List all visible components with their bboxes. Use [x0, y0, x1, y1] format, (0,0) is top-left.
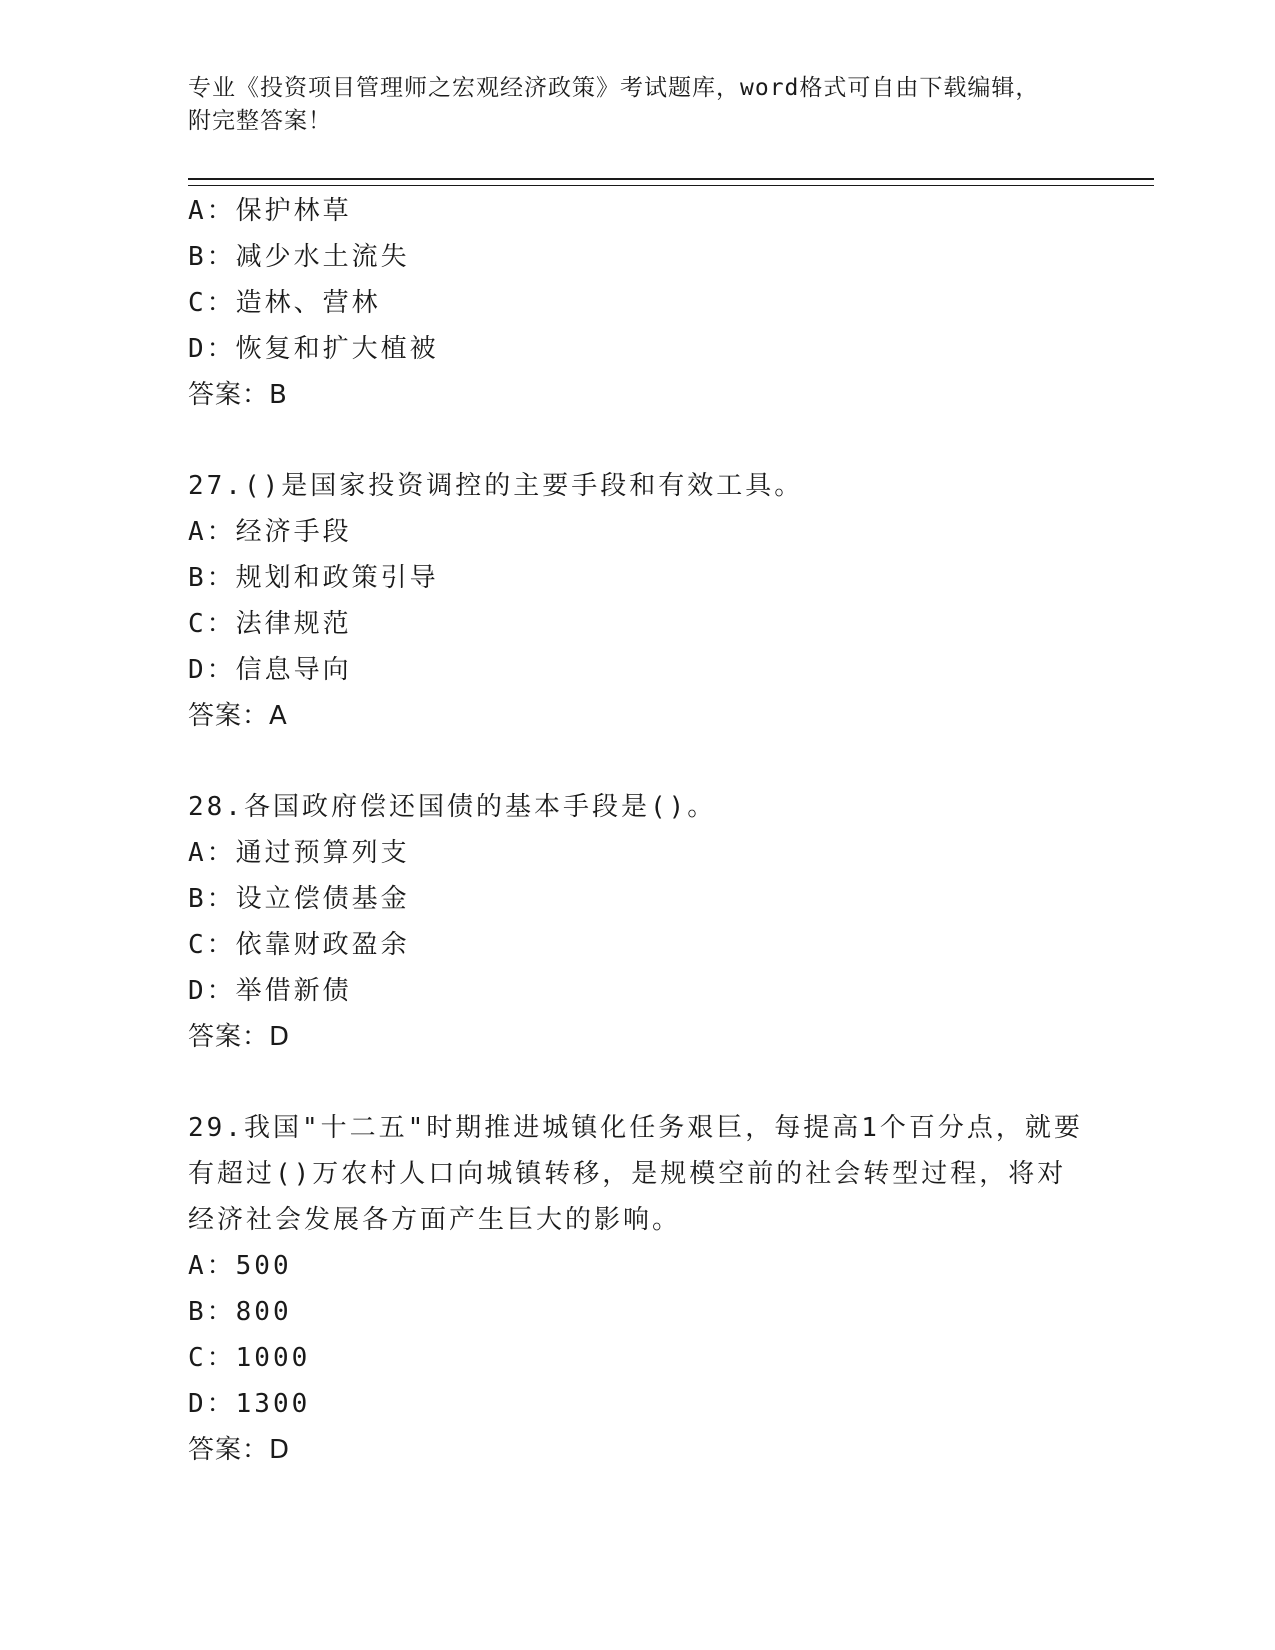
question-27	[188, 463, 1088, 739]
option-c: C：依靠财政盈余	[188, 930, 410, 960]
question-line: 经济社会发展各方面产生巨大的影响。	[188, 1205, 682, 1235]
question-line: 28.各国政府偿还国债的基本手段是()。	[188, 792, 717, 822]
header-line-2: 附完整答案！	[188, 108, 332, 134]
answer-line	[188, 693, 1088, 739]
question-text	[188, 463, 1088, 509]
answer-value: D	[269, 1435, 292, 1465]
option-b: B：规划和政策引导	[188, 563, 439, 593]
answer-label: 答案：	[188, 1435, 270, 1465]
option-b: B：800	[188, 1297, 292, 1327]
option-c: C：1000	[188, 1343, 311, 1373]
question-line: 27.()是国家投资调控的主要手段和有效工具。	[188, 471, 804, 501]
answer-label: 答案：	[188, 701, 270, 731]
answer-value: D	[269, 1022, 292, 1052]
question-29	[188, 1105, 1088, 1473]
question-list	[188, 188, 1088, 1473]
page-header	[188, 72, 1088, 138]
option-d: D：1300	[188, 1389, 311, 1419]
question-28	[188, 784, 1088, 1060]
answer-value: B	[269, 380, 289, 410]
question-26	[188, 188, 1088, 418]
question-text	[188, 784, 1088, 830]
option-a: A：通过预算列支	[188, 838, 410, 868]
option-d: D：信息导向	[188, 655, 352, 685]
option-a: A：经济手段	[188, 517, 352, 547]
option-d: D：恢复和扩大植被	[188, 334, 439, 364]
option-b: B：设立偿债基金	[188, 884, 410, 914]
question-line: 有超过()万农村人口向城镇转移，是规模空前的社会转型过程，将对	[188, 1159, 1067, 1189]
option-b: B：减少水土流失	[188, 242, 410, 272]
option-a: A：500	[188, 1251, 292, 1281]
answer-value: A	[269, 701, 289, 731]
question-line: 29.我国"十二五"时期推进城镇化任务艰巨，每提高1个百分点，就要	[188, 1113, 1083, 1143]
option-d: D：举借新债	[188, 976, 352, 1006]
answer-label: 答案：	[188, 380, 270, 410]
question-text	[188, 1105, 1088, 1243]
option-a: A：保护林草	[188, 196, 352, 226]
option-c: C：法律规范	[188, 609, 352, 639]
answer-label: 答案：	[188, 1022, 270, 1052]
answer-line	[188, 372, 1088, 418]
header-line-1: 专业《投资项目管理师之宏观经济政策》考试题库，word格式可自由下载编辑，	[188, 75, 1040, 101]
answer-line	[188, 1427, 1088, 1473]
answer-line	[188, 1014, 1088, 1060]
header-divider	[188, 178, 1154, 186]
option-c: C：造林、营林	[188, 288, 381, 318]
